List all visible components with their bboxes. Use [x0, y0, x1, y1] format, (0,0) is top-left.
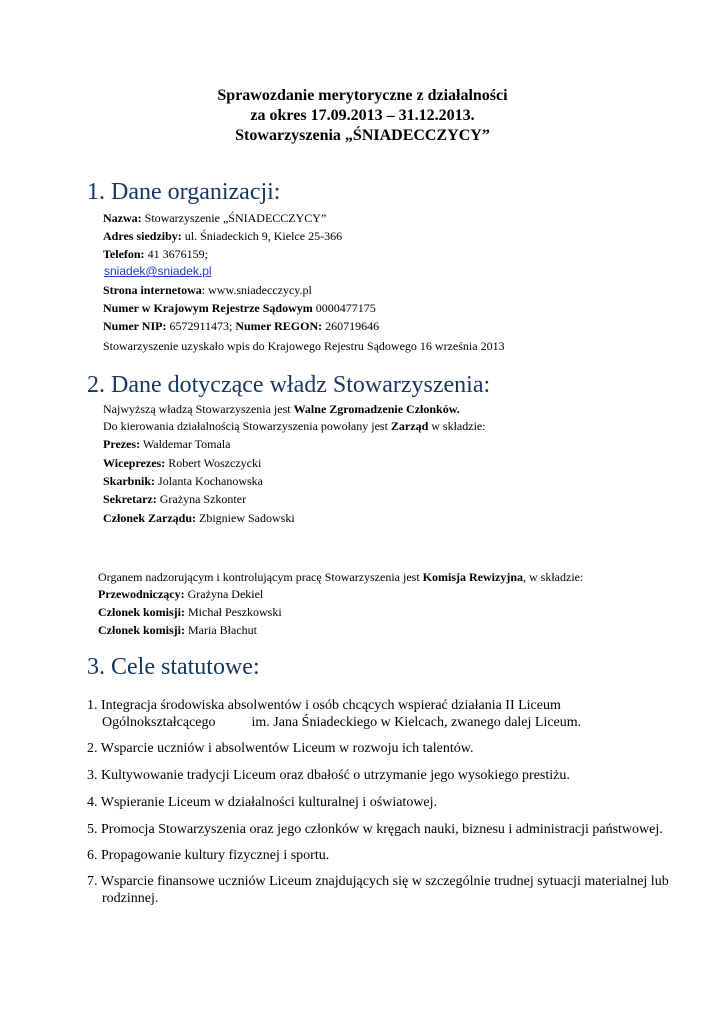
- org-website-value: : www.sniadecczycy.pl: [201, 283, 312, 297]
- board-role: Wiceprezes:: [103, 456, 166, 470]
- org-name-value: Stowarzyszenie „ŚNIADECCZYCY”: [141, 211, 327, 225]
- report-title: [0, 86, 725, 146]
- committee-member: [98, 605, 282, 620]
- supreme-authority: [103, 402, 460, 417]
- goal-1-line-2: [87, 714, 707, 731]
- org-address: [103, 229, 342, 244]
- org-nip-regon: [103, 319, 379, 334]
- section-1-heading: 1. Dane organizacji:: [87, 179, 281, 205]
- goal-7-line-1: 7. Wsparcie finansowe uczniów Liceum znajdujących się w szczególnie trudnej sytuacji materialnej lub: [87, 874, 669, 889]
- goal-item-3: 3. Kultywowanie tradycji Liceum oraz dbałość o utrzymanie jego wysokiego prestiżu.: [87, 768, 570, 783]
- org-krs-label: Numer w Krajowym Rejestrze Sądowym: [103, 301, 313, 315]
- org-address-value: ul. Śniadeckich 9, Kielce 25-366: [181, 229, 343, 243]
- goal-7-line-2: rodzinnej.: [102, 891, 159, 906]
- board-member: [103, 437, 230, 452]
- board-member: [103, 511, 295, 526]
- supervisory-text: Organem nadzorującym i kontrolującym pracę Stowarzyszenia jest: [98, 570, 423, 584]
- board-role: Prezes:: [103, 437, 141, 451]
- board-person: Zbigniew Sadowski: [196, 511, 295, 525]
- org-website-label: Strona internetowa: [103, 283, 202, 297]
- board-person: Waldemar Tomala: [140, 437, 231, 451]
- org-krs-value: 0000477175: [312, 301, 376, 315]
- committee-role: Członek komisji:: [98, 605, 185, 619]
- goal-item-4: 4. Wspieranie Liceum w działalności kulturalnej i oświatowej.: [87, 795, 438, 810]
- supervisory-intro: [98, 570, 583, 585]
- board-member: [103, 456, 261, 471]
- org-name: [103, 211, 326, 226]
- org-name-label: Nazwa:: [103, 211, 142, 225]
- goal-item-5: 5. Promocja Stowarzyszenia oraz jego członków w kręgach nauki, biznesu i administracji państwowej.: [87, 822, 663, 837]
- board-intro-bold: Zarząd: [390, 419, 429, 433]
- board-intro-text: Do kierowania działalnością Stowarzyszenia powołany jest: [103, 419, 391, 433]
- section-2-heading: 2. Dane dotyczące władz Stowarzyszenia:: [87, 372, 491, 398]
- org-regon-label: Numer REGON:: [235, 319, 323, 333]
- org-krs: [103, 301, 376, 316]
- org-email: [104, 264, 212, 279]
- section-3-heading: 3. Cele statutowe:: [87, 654, 260, 680]
- committee-person: Maria Błachut: [185, 623, 257, 637]
- org-nip-value: 6572911473;: [166, 319, 236, 333]
- goal-1-line-2-end: im. Jana Śniadeckiego w Kielcach, zwanego dalej Liceum.: [251, 715, 582, 730]
- org-regon-value: 260719646: [322, 319, 380, 333]
- goal-item-1: [87, 697, 707, 731]
- title-line-2: za okres 17.09.2013 – 31.12.2013.: [250, 107, 475, 124]
- goal-1-line-2-start: Ogólnokształcącego: [102, 715, 216, 730]
- committee-member: [98, 623, 257, 638]
- title-line-1: Sprawozdanie merytoryczne z działalności: [217, 87, 508, 104]
- goal-item-2: 2. Wsparcie uczniów i absolwentów Liceum w rozwoju ich talentów.: [87, 741, 474, 756]
- title-line-3: Stowarzyszenia „ŚNIADECCZYCY”: [235, 127, 490, 144]
- org-phone-value: 41 3676159;: [144, 247, 208, 261]
- board-person: Grażyna Szkonter: [156, 492, 247, 506]
- supervisory-bold: Komisja Rewizyjna: [422, 570, 523, 584]
- board-person: Robert Woszczycki: [165, 456, 262, 470]
- board-member: [103, 474, 263, 489]
- org-phone: [103, 247, 208, 262]
- committee-member: [98, 587, 263, 602]
- supreme-authority-bold: Walne Zgromadzenie Członków.: [293, 402, 460, 416]
- committee-role: Przewodniczący:: [98, 587, 185, 601]
- registration-note: Stowarzyszenie uzyskało wpis do Krajowego Rejestru Sądowego 16 września 2013: [103, 339, 505, 353]
- org-address-label: Adres siedziby:: [103, 229, 182, 243]
- committee-person: Michał Peszkowski: [185, 605, 282, 619]
- email-link[interactable]: sniadek@sniadek.pl: [104, 264, 212, 278]
- goal-item-6: 6. Propagowanie kultury fizycznej i sportu.: [87, 848, 330, 863]
- board-role: Skarbnik:: [103, 474, 156, 488]
- board-intro: [103, 419, 486, 434]
- goal-item-7: [87, 873, 707, 907]
- org-website: [103, 283, 312, 298]
- org-nip-label: Numer NIP:: [103, 319, 167, 333]
- goal-1-line-1: 1. Integracja środowiska absolwentów i osób chcących wspierać działania II Liceum: [87, 698, 561, 713]
- committee-person: Grażyna Dekiel: [184, 587, 264, 601]
- committee-role: Członek komisji:: [98, 623, 185, 637]
- board-role: Członek Zarządu:: [103, 511, 196, 525]
- board-intro-suffix: w składzie:: [428, 419, 486, 433]
- supervisory-suffix: , w składzie:: [523, 570, 584, 584]
- supreme-authority-text: Najwyższą władzą Stowarzyszenia jest: [103, 402, 294, 416]
- org-phone-label: Telefon:: [103, 247, 145, 261]
- board-member: [103, 492, 246, 507]
- board-person: Jolanta Kochanowska: [155, 474, 264, 488]
- board-role: Sekretarz:: [103, 492, 157, 506]
